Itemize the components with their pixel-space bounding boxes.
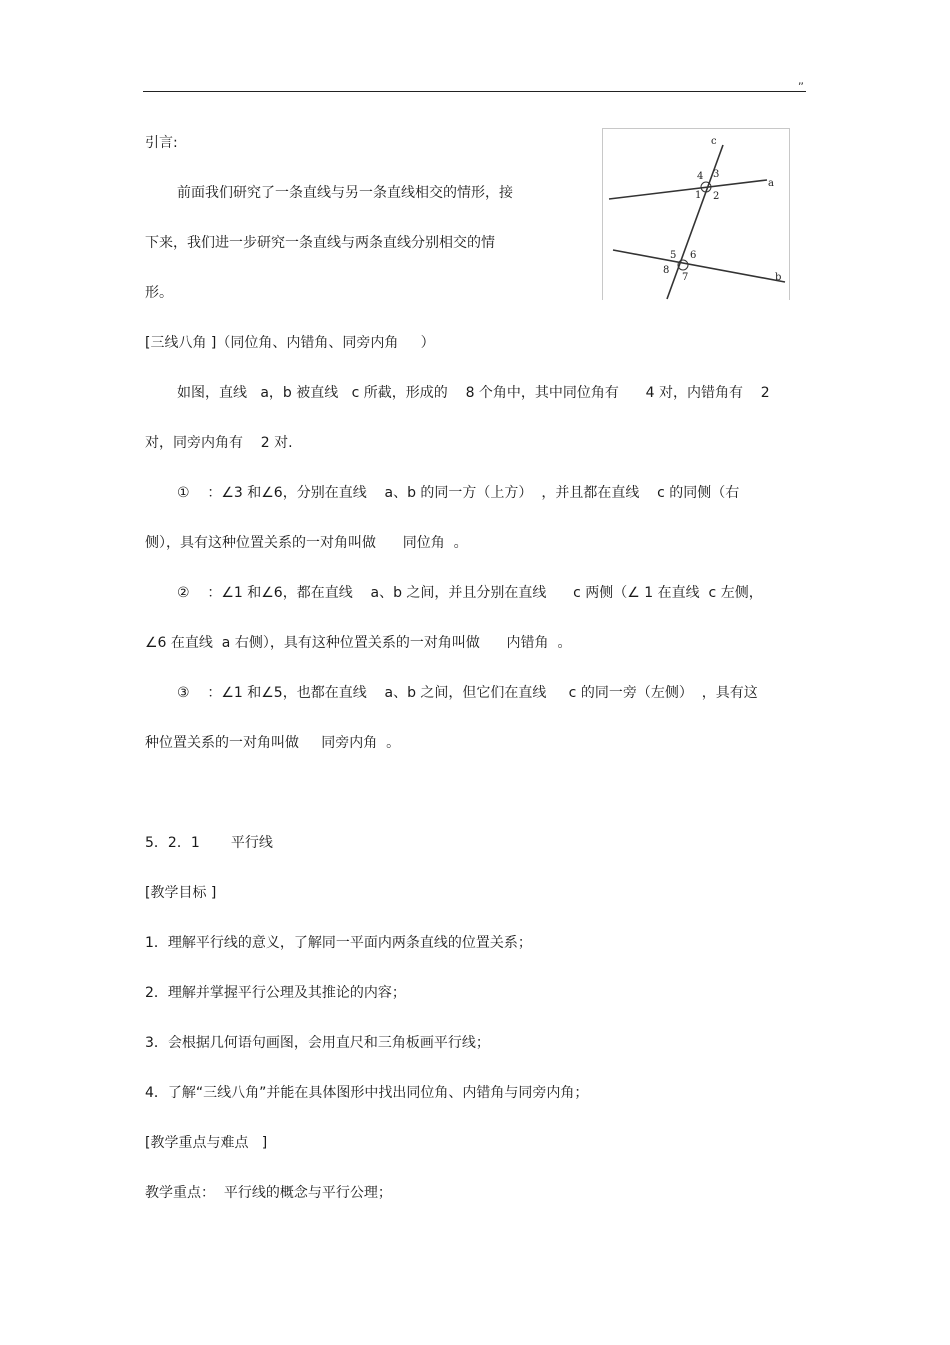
label-angle-3: 3	[713, 169, 720, 180]
label-angle-4: 4	[697, 171, 704, 182]
label-angle-6: 6	[690, 250, 697, 261]
three-lines-eight-angles-figure	[602, 128, 790, 300]
goal-1: 1．理解平行线的意义，了解同一平面内两条直线的位置关系；	[145, 935, 532, 951]
key-difficulty-heading: [教学重点与难点 ]	[145, 1135, 268, 1151]
line-b	[613, 250, 785, 282]
intro-paragraph-line-2: 下来，我们进一步研究一条直线与两条直线分别相交的情	[145, 235, 495, 251]
item-2-line-1: ② ：∠1 和∠6，都在直线 a、b 之间，并且分别在直线 c 两侧（∠ 1 在直线 c 左侧，	[177, 585, 763, 601]
label-angle-2: 2	[713, 191, 720, 202]
item-3-line-1: ③ ：∠1 和∠5，也都在直线 a、b 之间，但它们在直线 c 的同一旁（左侧） ，具有这	[177, 685, 758, 701]
label-angle-5: 5	[670, 250, 677, 261]
figure-svg	[603, 129, 789, 300]
item-2-line-2: ∠6 在直线 a 右侧），具有这种位置关系的一对角叫做 内错角 。	[145, 635, 572, 651]
goals-heading: [教学目标 ]	[145, 885, 217, 901]
header-mark: ,,	[798, 74, 803, 87]
goal-4: 4．了解“三线八角”并能在具体图形中找出同位角、内错角与同旁内角；	[145, 1085, 589, 1101]
goal-2: 2．理解并掌握平行公理及其推论的内容；	[145, 985, 406, 1001]
intro-paragraph-line-1: 前面我们研究了一条直线与另一条直线相交的情形，接	[177, 185, 513, 201]
label-angle-8: 8	[663, 265, 670, 276]
figure-description-line-1: 如图，直线 a，b 被直线 c 所截，形成的 8 个角中，其中同位角有 4 对，内错角有 2	[177, 385, 770, 401]
label-line-c: c	[711, 136, 717, 147]
line-a	[609, 180, 767, 199]
label-line-a: a	[768, 178, 774, 189]
label-line-b: b	[775, 272, 782, 283]
header-rule	[143, 91, 806, 92]
item-1-line-2: 侧），具有这种位置关系的一对角叫做 同位角 。	[145, 535, 468, 551]
section-title: 5．2．1 平行线	[145, 835, 273, 851]
label-angle-7: 7	[682, 272, 689, 283]
item-1-line-1: ① ：∠3 和∠6，分别在直线 a、b 的同一方（上方） ，并且都在直线 c 的同侧（右	[177, 485, 740, 501]
figure-description-line-2: 对，同旁内角有 2 对.	[145, 435, 293, 451]
label-angle-1: 1	[695, 190, 702, 201]
item-3-line-2: 种位置关系的一对角叫做 同旁内角 。	[145, 735, 401, 751]
intro-paragraph-line-3: 形。	[145, 285, 173, 301]
goal-3: 3．会根据几何语句画图，会用直尺和三角板画平行线；	[145, 1035, 490, 1051]
intro-heading: 引言:	[145, 135, 178, 151]
sanxian-heading: [三线八角 ]（同位角、内错角、同旁内角 ）	[145, 335, 435, 351]
key-point: 教学重点： 平行线的概念与平行公理；	[145, 1185, 392, 1201]
